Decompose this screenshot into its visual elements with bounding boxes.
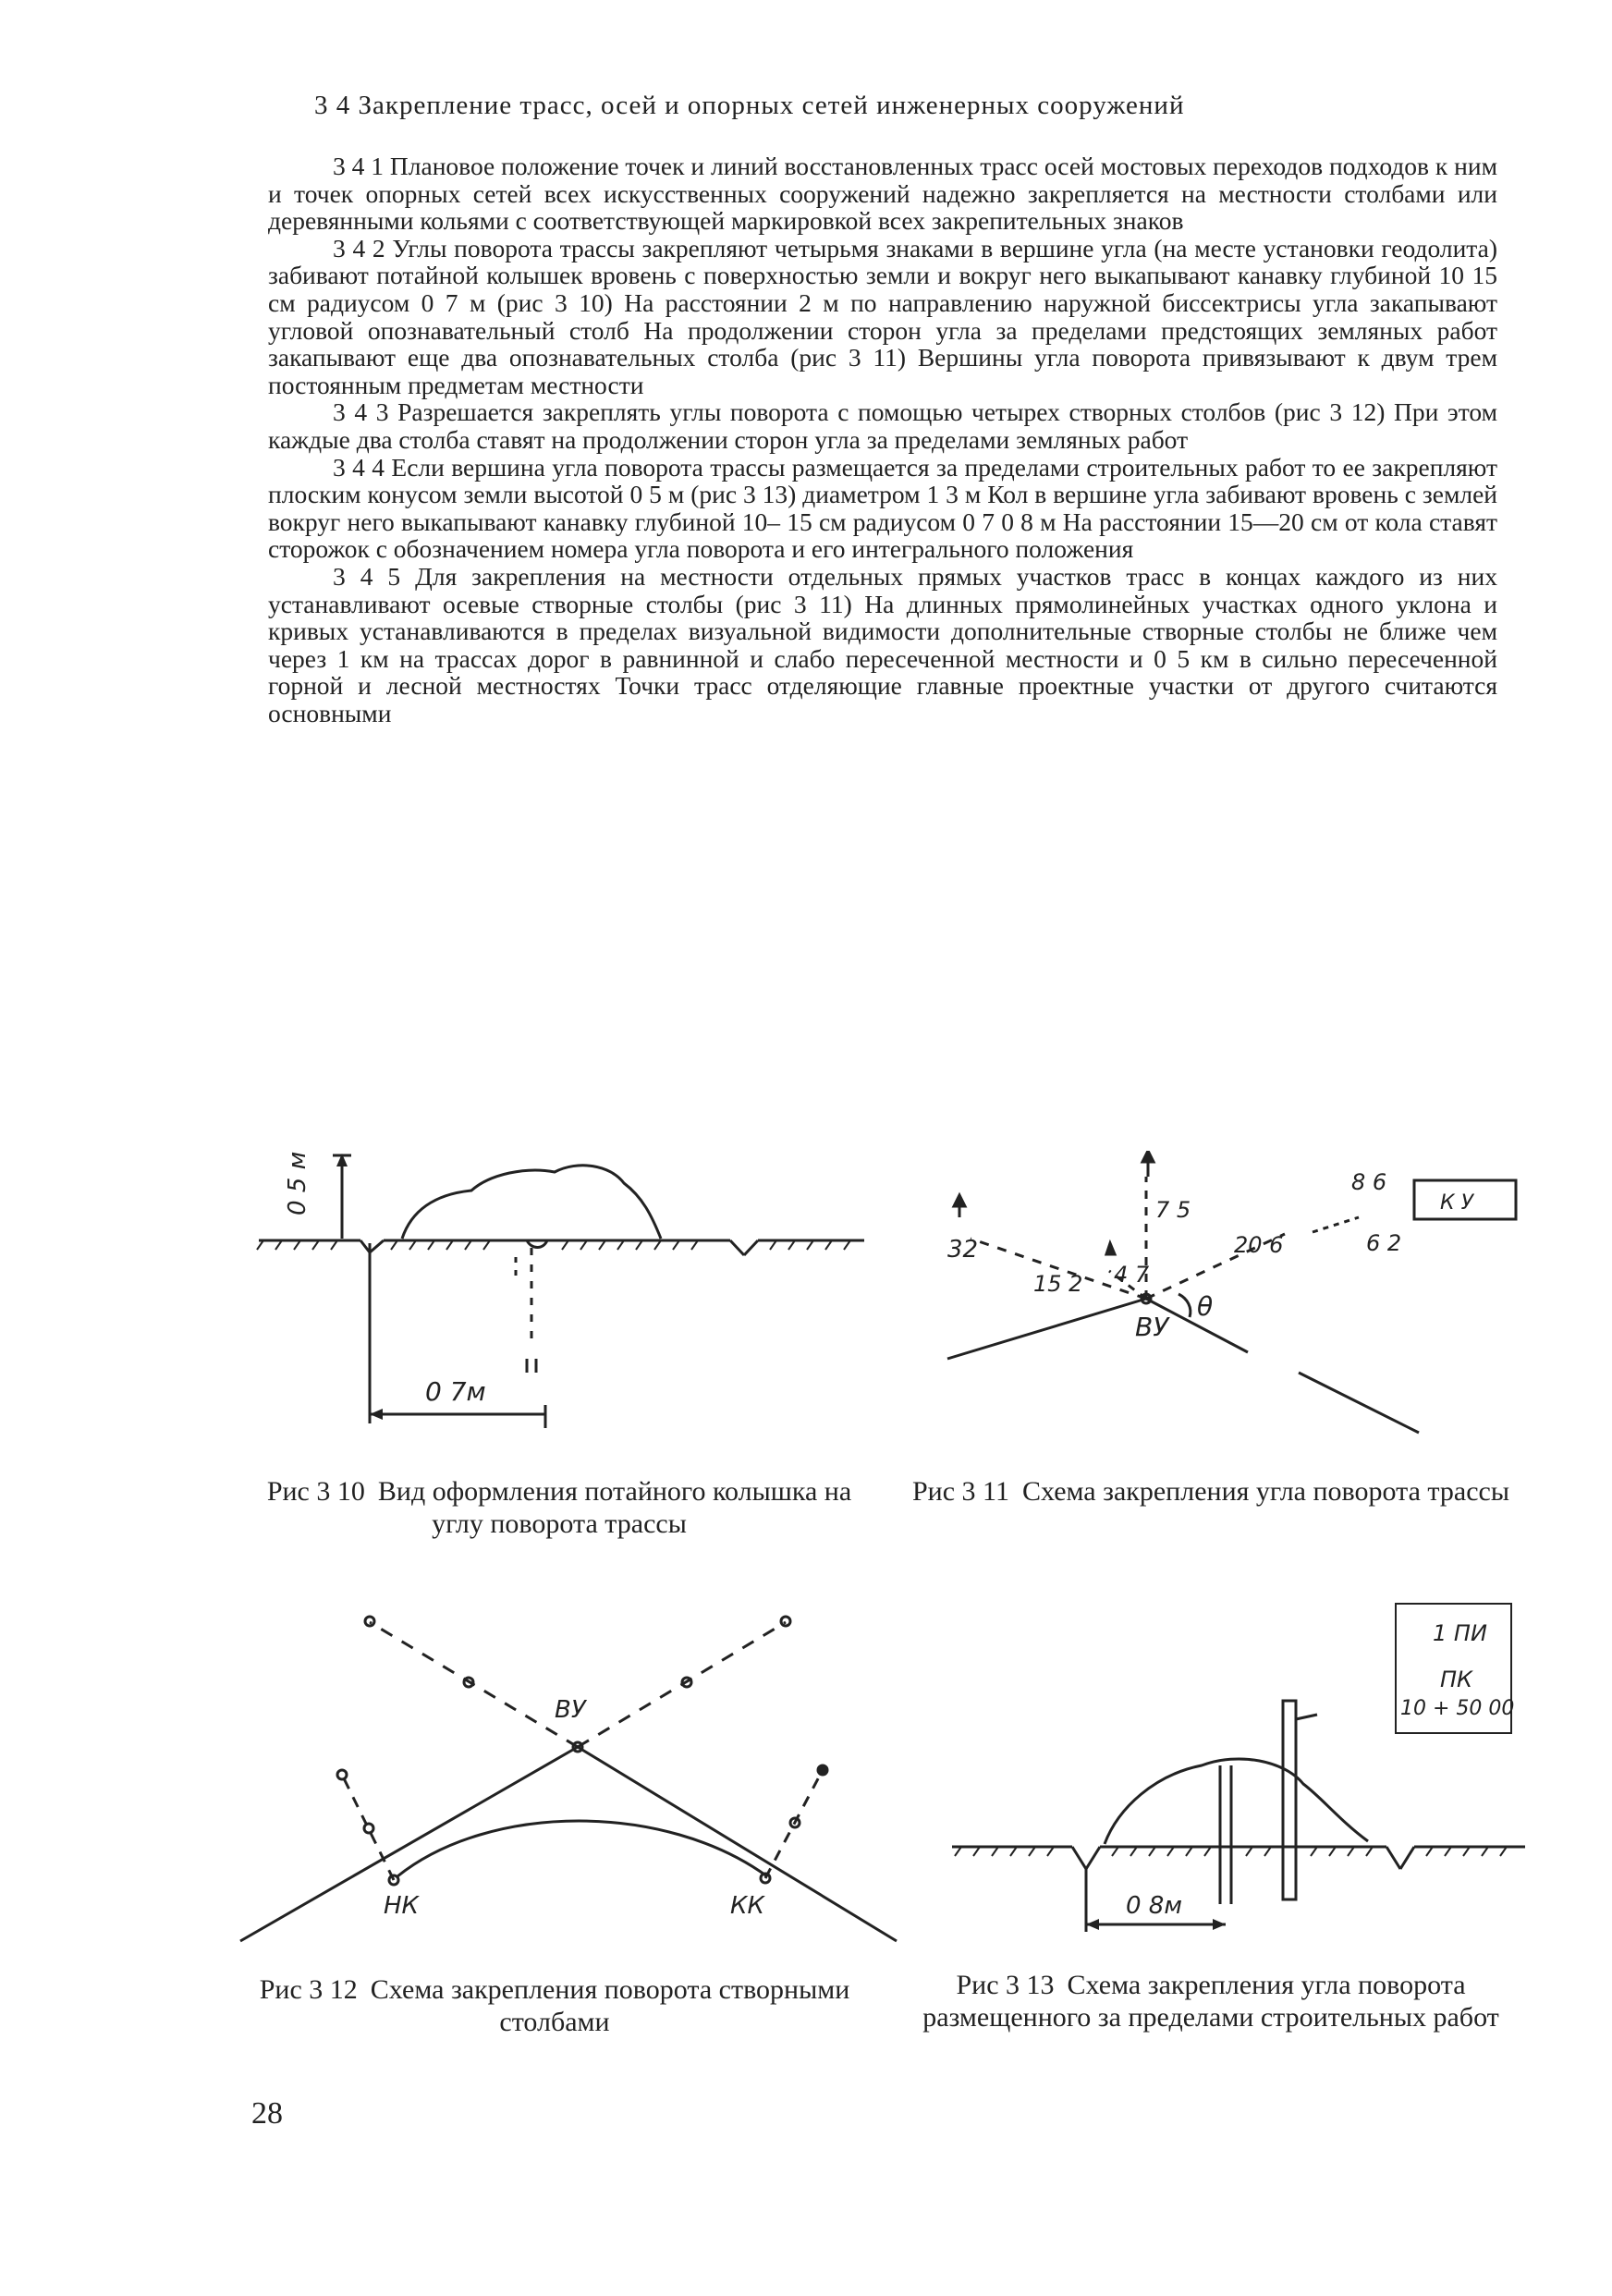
body-text bbox=[268, 153, 1497, 727]
figure-3-13-caption bbox=[892, 1969, 1530, 2033]
label-20-6: 20 6 bbox=[1234, 1232, 1284, 1258]
radius-label: 0 7м bbox=[425, 1376, 486, 1407]
figure-3-10 bbox=[250, 1146, 878, 1442]
label-vu: ВУ bbox=[1135, 1312, 1169, 1342]
label-nk: НК bbox=[384, 1892, 420, 1920]
caption-number: Рис 3 13 bbox=[956, 1970, 1055, 2000]
label-6-2: 6 2 bbox=[1366, 1230, 1402, 1256]
label-15-2: 15 2 bbox=[1033, 1271, 1083, 1297]
label-ku-box: К У bbox=[1440, 1191, 1474, 1215]
section-heading: 3 4 Закрепление трасс, осей и опорных сетей инженерных сооружений bbox=[314, 91, 1185, 120]
paragraph-3-4-4: 3 4 4 Если вершина угла поворота трассы размещается за пределами строительных работ то ее закрепляют плоским конусом земли высотой 0 5 м (рис 3 13) диаметром 1 3 м Кол в вершине угла забивают вровень с землей вокруг него выкапывают канавку глубиной 10– 15 см радиусом 0 7 0 8 м На расстоянии 15—20 см от кола ставят сторожок с обозначением номера угла поворота и его интегрального положения bbox=[268, 452, 1497, 564]
figure-3-12-drawing bbox=[231, 1608, 915, 1950]
caption-number: Рис 3 12 bbox=[259, 1974, 358, 2005]
caption-text: Схема закрепления угла поворота размещенного за пределами строительных работ bbox=[922, 1970, 1499, 2033]
figure-3-10-drawing bbox=[250, 1146, 878, 1442]
figure-3-12 bbox=[231, 1608, 915, 1950]
paragraph-3-4-1: 3 4 1 Плановое положение точек и линий восстановленных трасс осей мостовых переходов подходов к ним и точек опорных сетей всех искусственных сооружений надежно закрепляется на местности столбами или деревянными кольями с соответствующей маркировкой всех закрепительных знаков bbox=[268, 152, 1497, 236]
paragraph-3-4-2: 3 4 2 Углы поворота трассы закрепляют четырьмя знаками в вершине угла (на месте установки геодолита) забивают потайной колышек вровень с поверхностью земли и вокруг него выкапывают канавку глубиной 10 15 см радиусом 0 7 м (рис 3 10) На расстоянии 2 м по направлению наружной биссектрисы угла закапывают угловой опознавательный столб На продолжении сторон угла за пределами предстоящих земляных работ закапывают еще два опознавательных столба (рис 3 11) Вершины угла поворота привязывают к двум трем постоянным предметам местности bbox=[268, 233, 1497, 399]
caption-number: Рис 3 10 bbox=[266, 1476, 365, 1507]
paragraph-3-4-5: 3 4 5 Для закрепления на местности отдельных прямых участков трасс в концах каждого из них устанавливают осевые створные столбы (рис 3 11) На длинных прямолинейных участках одного уклона и кривых устанавливаются в пределах визуальной видимости дополнительные створные столбы не ближе чем через 1 км на трассах дорог в равнинной и слабо пересеченной местности и 0 5 км в сильно пересеченной горной и лесной местностях Точки трасс отделяющие главные проектные участки от другого считаются основными bbox=[268, 561, 1497, 727]
page-number: 28 bbox=[251, 2096, 283, 2131]
caption-text: Вид оформления потайного колышка на углу поворота трассы bbox=[377, 1476, 852, 1539]
label-7-5: 7 5 bbox=[1155, 1197, 1191, 1223]
figure-3-11 bbox=[924, 1151, 1534, 1447]
label-upper: 1 ПИ bbox=[1433, 1620, 1487, 1646]
label-kk: КК bbox=[730, 1892, 764, 1920]
label-4-7: 4 7 bbox=[1114, 1262, 1150, 1288]
figure-3-13-drawing bbox=[934, 1599, 1544, 1932]
figure-3-11-caption bbox=[892, 1475, 1530, 1508]
label-distance: 0 8м bbox=[1126, 1892, 1182, 1920]
label-8-6: 8 6 bbox=[1351, 1169, 1387, 1195]
label-theta: θ bbox=[1197, 1291, 1214, 1322]
caption-text: Схема закрепления угла поворота трассы bbox=[1021, 1476, 1509, 1507]
label-vu: ВУ bbox=[555, 1696, 586, 1724]
label-32: 32 bbox=[947, 1236, 979, 1264]
height-label: 0 5 м bbox=[284, 1151, 311, 1215]
label-pk-value: 10 + 50 00 bbox=[1400, 1697, 1515, 1720]
caption-text: Схема закрепления поворота створными столбами bbox=[370, 1974, 850, 2037]
paragraph-3-4-3: 3 4 3 Разрешается закреплять углы поворота с помощью четырех створных столбов (рис 3 12) При этом каждые два столба ставят на продолжении сторон угла за пределами земляных работ bbox=[268, 397, 1497, 454]
figure-3-12-caption bbox=[250, 1973, 860, 2038]
figure-3-10-caption bbox=[259, 1475, 860, 1540]
figure-3-11-drawing bbox=[924, 1151, 1534, 1447]
label-pk: ПК bbox=[1440, 1667, 1473, 1692]
caption-number: Рис 3 11 bbox=[912, 1476, 1009, 1507]
figure-3-13 bbox=[934, 1599, 1544, 1932]
